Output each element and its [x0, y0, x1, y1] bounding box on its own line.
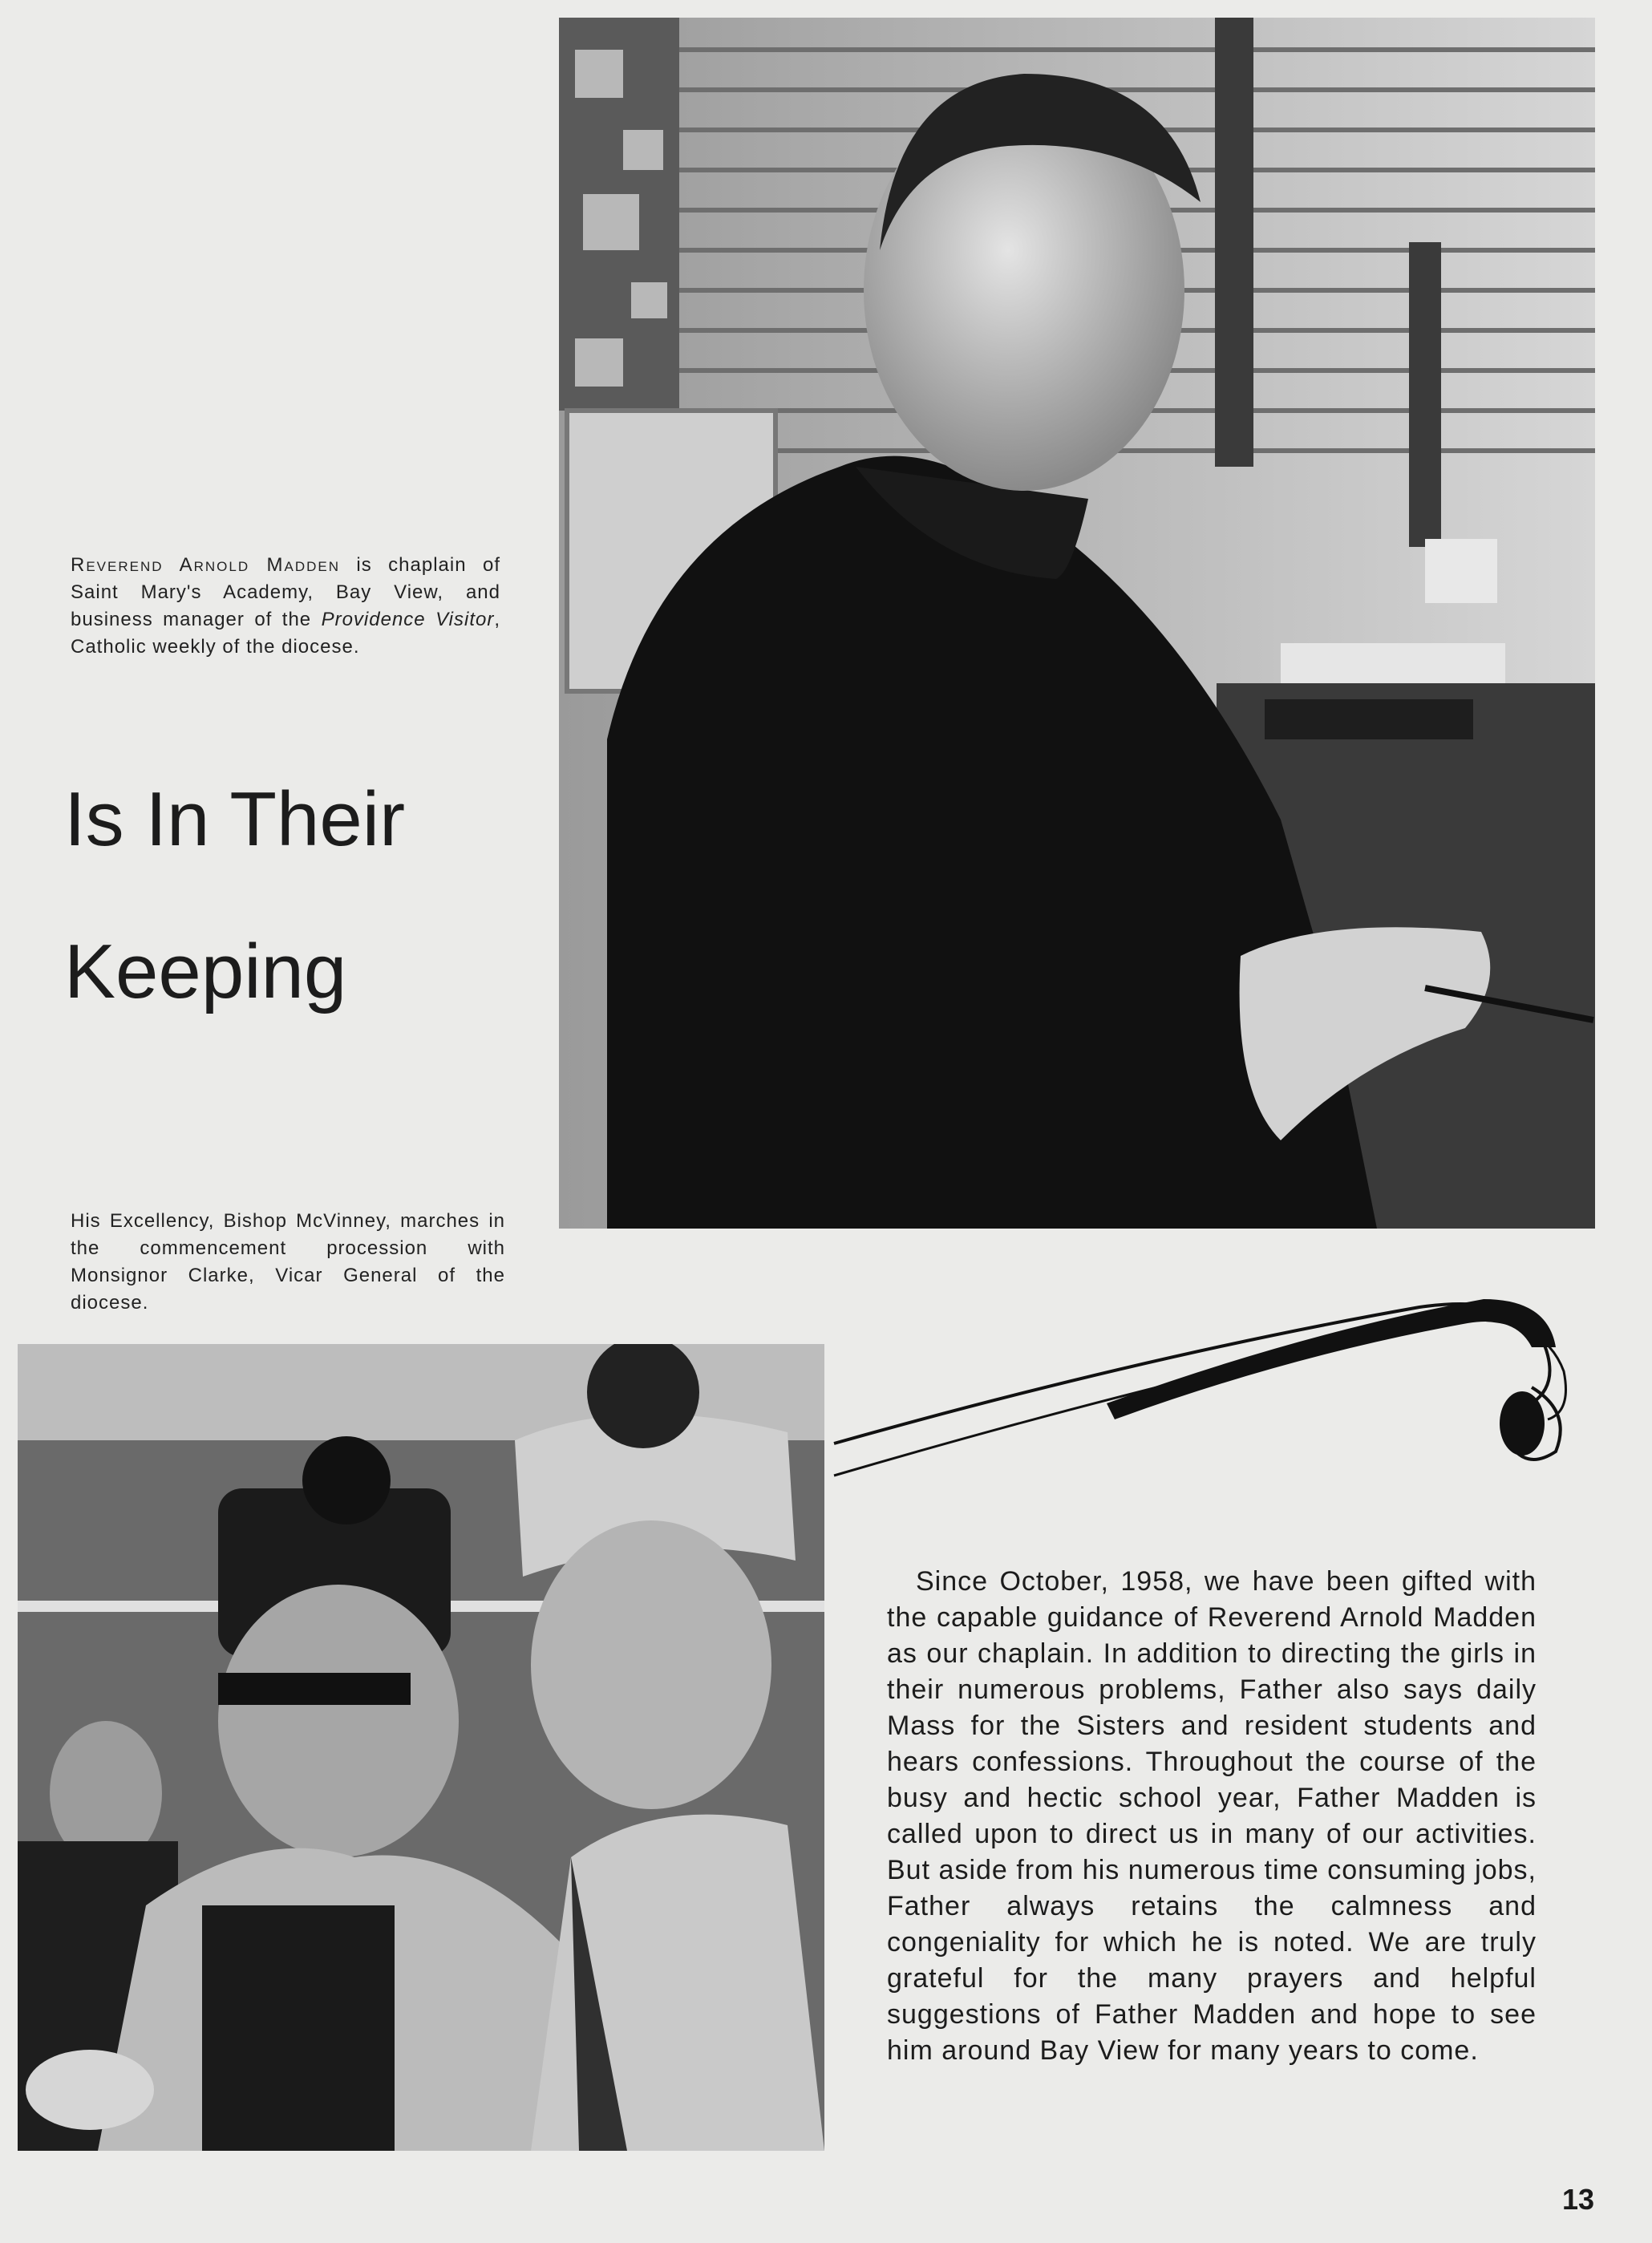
caption-text-1: is chaplain of Saint Mary's Academy, Bay View, and business manager of the [71, 554, 500, 630]
photo-reverend-madden-illustration [559, 18, 1595, 1229]
photo-bishop-procession-illustration [18, 1344, 824, 2151]
headline-line-2: Keeping [64, 929, 347, 1014]
page-number: 13 [1562, 2183, 1595, 2216]
caption-text-2: , Catholic weekly of the diocese. [71, 609, 501, 658]
body-paragraph: Since October, 1958, we have been gifted with the capable guidance of Reverend Arnold Madden as our chaplain. In addition to directing the girls in their numerous problems, Father also says daily Mass for the Sisters and resident students and hears confessions. Throughout the course of the busy and hectic school year, Father Madden is called upon to direct us in many of our activities. But aside from his numerous time consuming jobs, Father always retains the calmness and congeniality for which he is noted. We are truly grateful for the many prayers and helpful suggestions of Father Madden and hope to see him around Bay View for many years to come. [887, 1566, 1537, 2066]
decorative-swash [826, 1259, 1628, 1500]
photo-bishop-procession [18, 1344, 824, 2151]
photo-reverend-madden [559, 18, 1595, 1229]
caption-name: Reverend Arnold Madden [71, 554, 341, 576]
caption-reverend-madden [71, 552, 500, 661]
headline-line-1: Is In Their [64, 776, 406, 862]
caption-publication: Providence Visitor [321, 609, 495, 630]
caption-bishop: His Excellency, Bishop McVinney, marches in the commencement procession with Monsignor Clarke, Vicar General of the diocese. [71, 1210, 505, 1314]
